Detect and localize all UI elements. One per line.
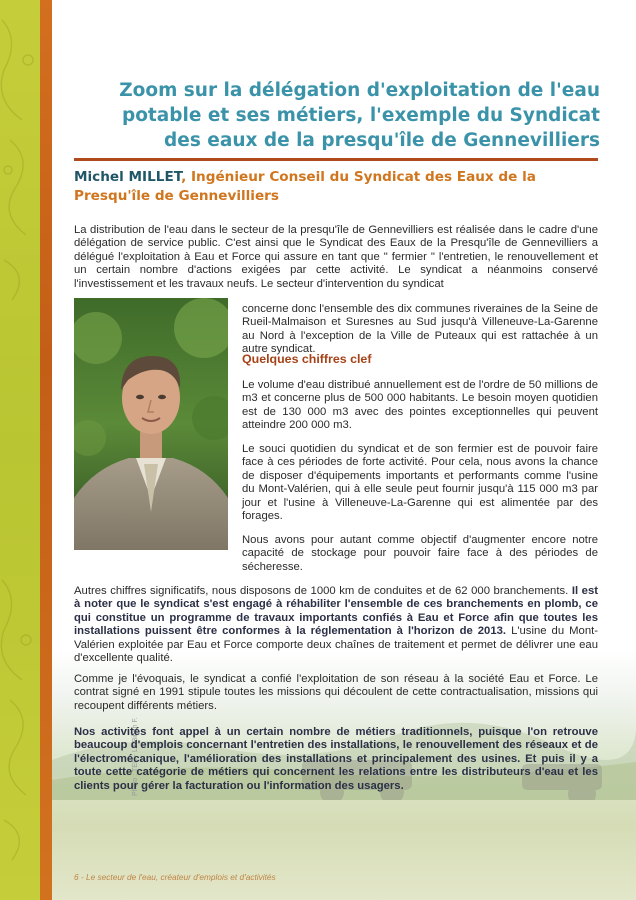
sidebar-pattern-bottom bbox=[0, 560, 40, 880]
page-title-line-3: des eaux de la presqu'île de Gennevilliers bbox=[164, 130, 600, 151]
author-byline bbox=[74, 168, 598, 206]
paragraph-contract: Comme je l'évoquais, le syndicat a confié l'exploitation de son réseau à la société Eau et Force. Le contrat signé en 1991 stipule toutes les missions qui découlent de cette contractualisation, missions qui recoupent différents métiers. bbox=[74, 673, 598, 712]
photo-credit: Photo : TEE - Le Bihan F. bbox=[132, 717, 139, 796]
paragraph-other-figures-end: L'usine du Mont-Valérien exploitée par Eau et Force comporte deux chaînes de traitement et permet de délivrer une eau d'excellente qualité. bbox=[74, 625, 599, 665]
paragraph-other-figures-start: Autres chiffres significatifs, nous disposons de 1000 km de conduites et de 62 000 branchements. bbox=[74, 585, 569, 597]
page-title bbox=[72, 78, 600, 153]
page-footer: 6 - Le secteur de l'eau, créateur d'emplois et d'activités bbox=[74, 872, 276, 882]
author-name: Michel MILLET bbox=[74, 169, 182, 185]
portrait-image bbox=[74, 298, 228, 550]
sidebar-band-orange bbox=[40, 0, 52, 900]
paragraph-storage: Nous avons pour autant comme objectif d'augmenter encore notre capacité de stockage pour pouvoir faire face à des périodes de sécheresse. bbox=[242, 534, 598, 573]
section-heading: Quelques chiffres clef bbox=[242, 352, 372, 366]
paragraph-activities: Nos activités font appel à un certain nombre de métiers traditionnels, puisque l'on retrouve beaucoup d'emplois concernant l'entretien des installations, le renouvellement des réseaux et de l'électromécanique, l'amélioration des installations et principalement des usines. Et puis il y a toute cette catégorie de métiers qui concernent les relations entre les distributeurs d'eau et les clients pour gérer la facturation ou l'information des usagers. bbox=[74, 726, 598, 792]
paragraph-other-figures bbox=[74, 585, 598, 665]
paragraph-sector: concerne donc l'ensemble des dix communes riveraines de la Seine de Rueil-Malmaison et Suresnes au Sud jusqu'à Villeneuve-La-Garenne au Nord à l'exception de la Ville de Puteaux qui est rattachée à un autre syndicat. bbox=[242, 303, 598, 356]
intro-paragraph: La distribution de l'eau dans le secteur de la presqu'île de Gennevilliers est réalisée dans le cadre d'une délégation de service public. C'est ainsi que le Syndicat des Eaux de la Presqu'île de Gennevilliers a délégué l'exploitation à Eau et Force qui assure en tant que " fermier " l'entretien, le renouvellement et un certain nombre d'actions exigées par cette activité. Le syndicat a néanmoins conservé l'investissement et les travaux neufs. Le secteur d'intervention du syndicat bbox=[74, 224, 598, 290]
sidebar-pattern-top bbox=[0, 0, 40, 320]
author-role: , Ingénieur Conseil du Syndicat des Eaux de la Presqu'île de Gennevilliers bbox=[74, 169, 536, 204]
paragraph-peak-activity: Le souci quotidien du syndicat et de son fermier est de pouvoir faire face à ces périodes de forte activité. Pour cela, nous avons la chance de disposer d'équipements importants et performants comme l'usine du Mont-Valérien, qui à elle seule peut fournir jusqu'à 115 000 m3 par jour et l'usine à Villeneuve-La-Garenne qui est alimentée par des forages. bbox=[242, 443, 598, 523]
portrait-photo bbox=[74, 298, 228, 796]
page-title-line-1: Zoom sur la délégation d'exploitation de l'eau bbox=[119, 80, 600, 101]
paragraph-volume: Le volume d'eau distribué annuellement est de l'ordre de 50 millions de m3 et concerne plus de 500 000 habitants. Le besoin moyen quotidien est de 130 000 m3 avec des pointes exceptionnelles qui peuvent atteindre 200 000 m3. bbox=[242, 379, 598, 432]
page-title-line-2: potable et ses métiers, l'exemple du Syndicat bbox=[121, 105, 600, 126]
title-divider bbox=[74, 158, 598, 161]
paragraph-other-figures-bold: Il est à noter que le syndicat s'est engagé à réhabiliter l'ensemble de ces branchements en plomb, ce qui constitue un programme de travaux importants confiés à Eau et Force afin que toutes les installations puissent être conformes à la réglementation à l'horizon de 2013. bbox=[74, 585, 598, 638]
